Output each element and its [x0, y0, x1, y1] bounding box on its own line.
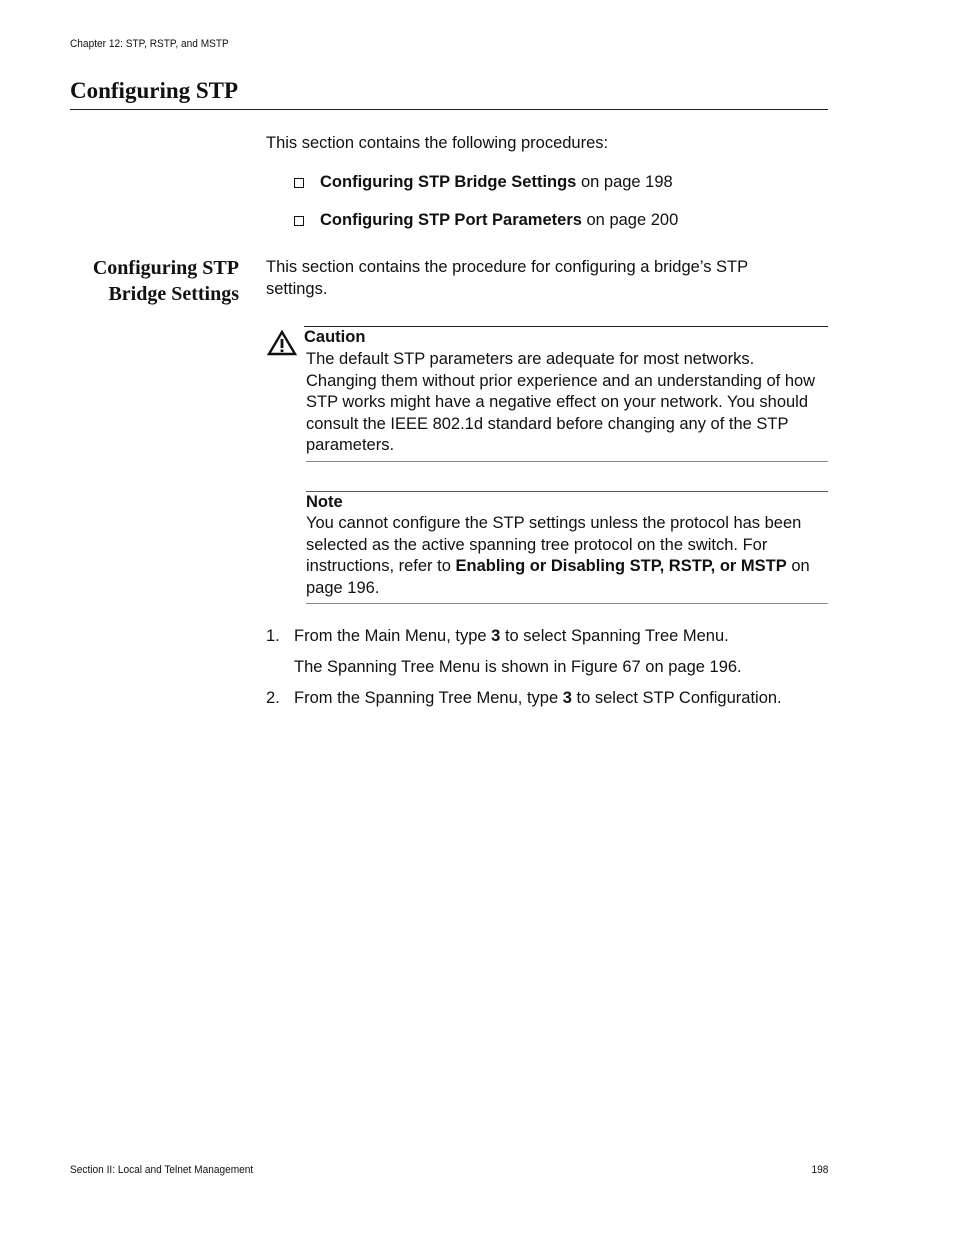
page-title: Configuring STP: [70, 78, 239, 103]
step-item: [266, 626, 729, 648]
step-text-end: to select Spanning Tree Menu.: [500, 627, 729, 645]
step-text-start: From the Main Menu, type: [294, 627, 492, 645]
subsection-title: [40, 255, 239, 307]
subsection-title-line-2: Bridge Settings: [108, 283, 239, 305]
running-header: Chapter 12: STP, RSTP, and MSTP: [70, 38, 229, 50]
procedure-item: [294, 173, 673, 192]
procedure-page-ref: on page 200: [581, 211, 679, 229]
checkbox-bullet-icon: [294, 216, 304, 226]
step-result-text: The Spanning Tree Menu is shown in Figure 67 on page 196.: [294, 658, 742, 676]
step-text: [294, 688, 782, 710]
caution-title: Caution: [304, 328, 366, 346]
title-rule: [70, 109, 828, 110]
note-top-rule: [306, 491, 828, 492]
step-text: [294, 626, 729, 648]
procedure-item: [294, 211, 678, 230]
step-text-end: to select STP Configuration.: [571, 689, 782, 707]
caution-bottom-rule: [306, 461, 828, 462]
note-cross-reference-link[interactable]: Enabling or Disabling STP, RSTP, or MSTP: [455, 557, 787, 575]
step-number: 2.: [266, 689, 280, 707]
procedure-link-port-parameters[interactable]: Configuring STP Port Parameters: [320, 211, 582, 229]
step-number: 1.: [266, 627, 280, 645]
caution-body: The default STP parameters are adequate for most networks. Changing them without prior experience and an understanding of how STP works might have a negative effect on your network. You should consult the IEEE 802.1d standard before changing any of the STP parameters.: [306, 350, 816, 454]
footer-page-number: 198: [811, 1164, 828, 1176]
procedure-link-bridge-settings[interactable]: Configuring STP Bridge Settings: [320, 173, 577, 191]
checkbox-bullet-icon: [294, 178, 304, 188]
intro-text: This section contains the following procedures:: [266, 134, 609, 152]
procedure-page-ref: on page 198: [576, 173, 673, 191]
warning-triangle-icon: [267, 330, 297, 356]
step-key: 3: [562, 689, 572, 707]
note-body-text-end: on page 196.: [306, 557, 810, 597]
note-bottom-rule: [306, 603, 828, 604]
step-item: [266, 688, 782, 710]
footer-section: Section II: Local and Telnet Management: [70, 1164, 254, 1176]
caution-top-rule: [304, 326, 828, 327]
step-key: 3: [491, 627, 501, 645]
subsection-title-line-1: Configuring STP: [92, 257, 239, 279]
step-text-start: From the Spanning Tree Menu, type: [294, 689, 563, 707]
note-title: Note: [306, 493, 343, 511]
note-body-text: You cannot configure the STP settings unless the protocol has been selected as the active spanning tree protocol on the switch. For instructions, refer to: [306, 514, 802, 575]
subsection-intro: This section contains the procedure for configuring a bridge’s STP settings.: [266, 258, 748, 298]
note-body: [306, 513, 828, 599]
